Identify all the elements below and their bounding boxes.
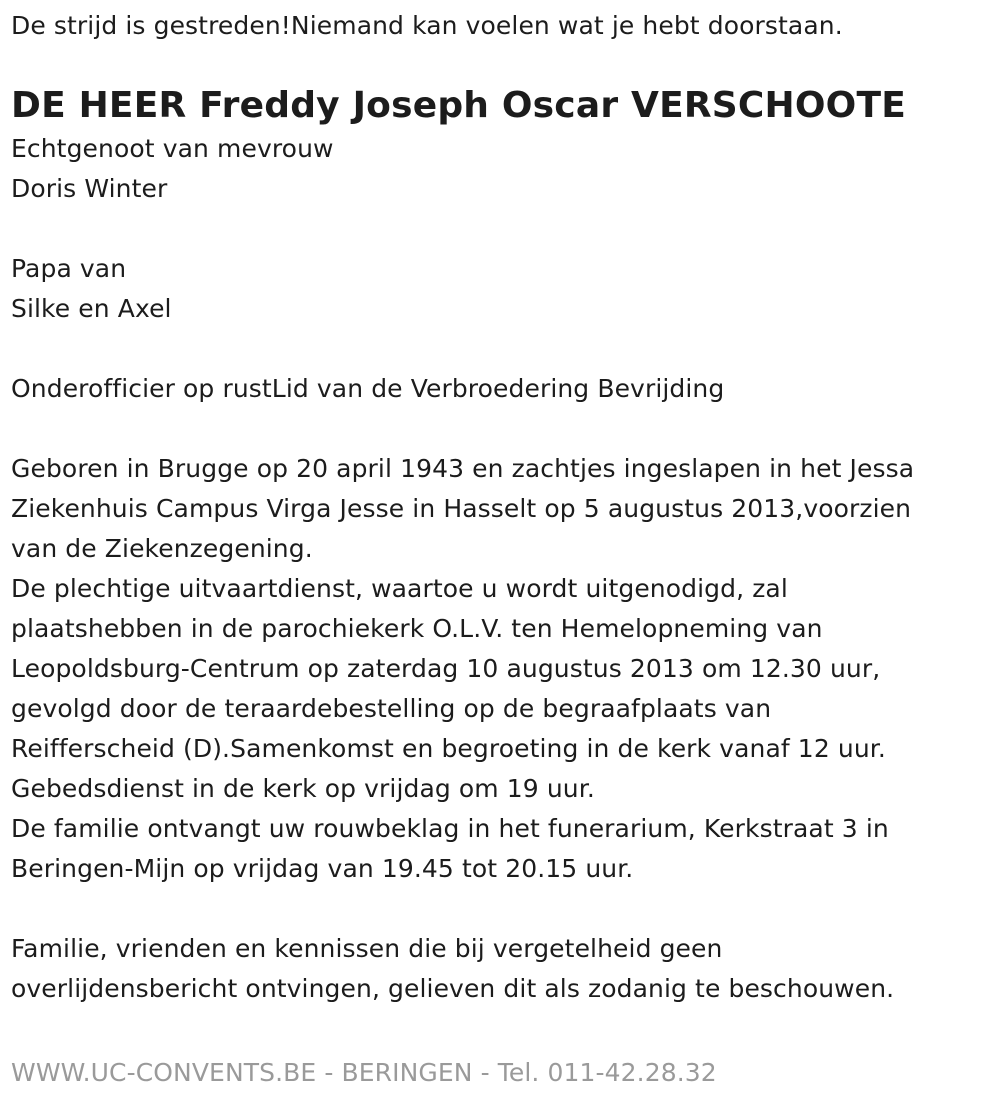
details-line: Beringen-Mijn op vrijdag van 19.45 tot 20.15 uur.	[11, 854, 634, 883]
spouse-line: Doris Winter	[11, 174, 168, 203]
occupation-text: Onderofficier op rustLid van de Verbroedering Bevrijding	[11, 374, 725, 403]
spouse-line: Echtgenoot van mevrouw	[11, 134, 334, 163]
children-section	[11, 249, 986, 329]
intro-text: De strijd is gestreden!Niemand kan voelen wat je hebt doorstaan.	[11, 11, 843, 40]
closing-section	[11, 929, 986, 1009]
spacer	[11, 209, 986, 249]
details-line: De plechtige uitvaartdienst, waartoe u wordt uitgenodigd, zal	[11, 574, 788, 603]
details-section	[11, 449, 986, 889]
children-line: Papa van	[11, 254, 127, 283]
details-line: van de Ziekenzegening.	[11, 534, 313, 563]
closing-line: Familie, vrienden en kennissen die bij vergetelheid geen	[11, 934, 723, 963]
obituary-document	[11, 6, 986, 1009]
spouse-section	[11, 129, 986, 209]
closing-line: overlijdensbericht ontvingen, gelieven dit als zodanig te beschouwen.	[11, 974, 895, 1003]
details-line: Leopoldsburg-Centrum op zaterdag 10 augustus 2013 om 12.30 uur,	[11, 654, 881, 683]
spacer	[11, 329, 986, 369]
spacer	[11, 409, 986, 449]
details-line: Gebedsdienst in de kerk op vrijdag om 19 uur.	[11, 774, 595, 803]
details-line: plaatshebben in de parochiekerk O.L.V. ten Hemelopneming van	[11, 614, 823, 643]
footer-contact: WWW.UC-CONVENTS.BE - BERINGEN - Tel. 011-42.28.32	[11, 1058, 717, 1087]
deceased-name-heading: DE HEER Freddy Joseph Oscar VERSCHOOTE	[11, 85, 907, 126]
children-line: Silke en Axel	[11, 294, 172, 323]
spacer	[11, 889, 986, 929]
details-line: gevolgd door de teraardebestelling op de begraafplaats van	[11, 694, 772, 723]
details-line: De familie ontvangt uw rouwbeklag in het funerarium, Kerkstraat 3 in	[11, 814, 889, 843]
details-line: Ziekenhuis Campus Virga Jesse in Hasselt op 5 augustus 2013,voorzien	[11, 494, 912, 523]
details-line: Geboren in Brugge op 20 april 1943 en zachtjes ingeslapen in het Jessa	[11, 454, 915, 483]
details-line: Reifferscheid (D).Samenkomst en begroeting in de kerk vanaf 12 uur.	[11, 734, 886, 763]
